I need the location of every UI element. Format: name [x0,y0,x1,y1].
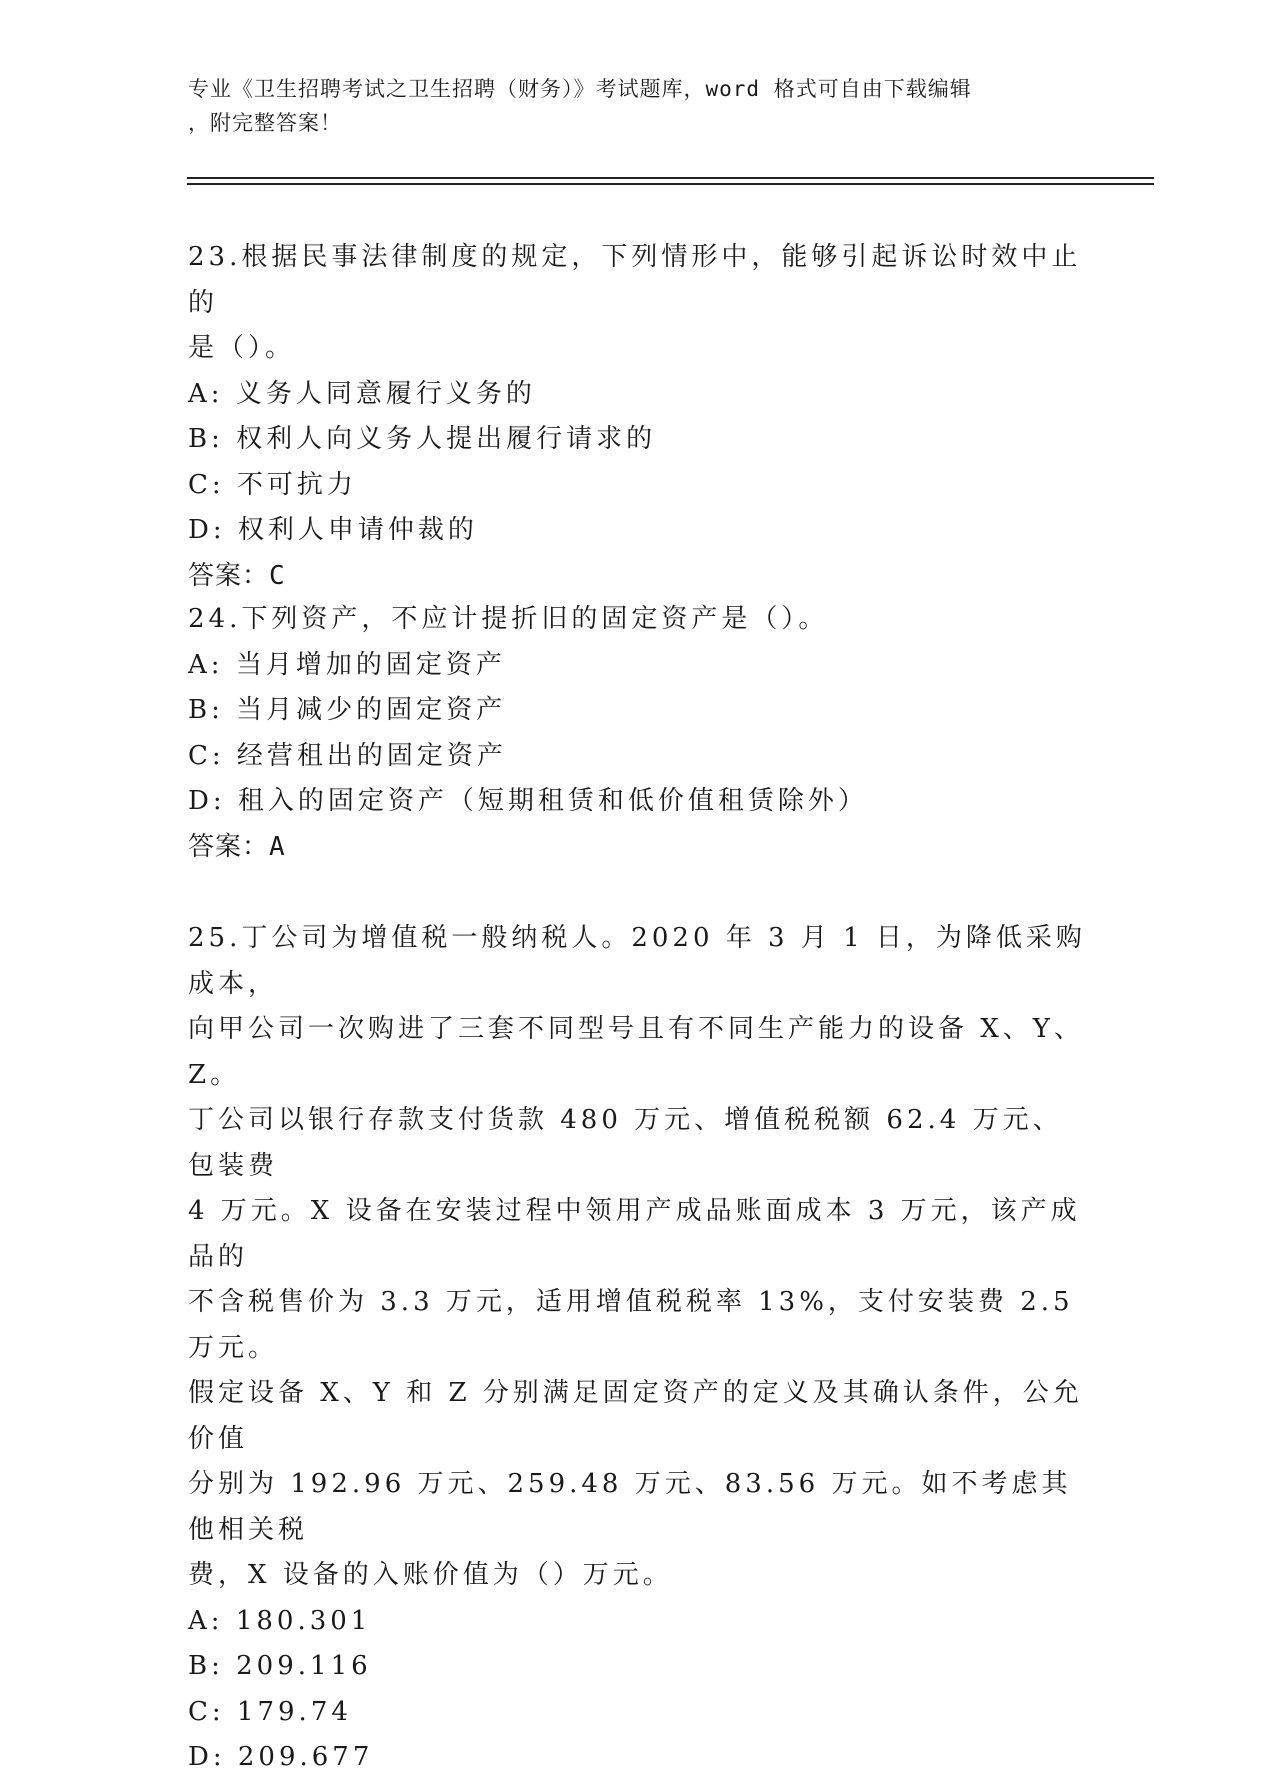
option-text: 当月增加的固定资产 [235,649,506,680]
answer: 答案：A [188,831,286,862]
question-23 [188,235,1088,599]
answer: 答案：C [188,560,286,591]
question-stem-line: 23.根据民事法律制度的规定，下列情形中，能够引起诉讼时效中止的 [188,242,1082,318]
option-a [188,1599,1088,1645]
header-line-1: 专业《卫生招聘考试之卫生招聘（财务）》考试题库，word 格式可自由下载编辑 [188,77,972,101]
question-25 [188,916,1088,1781]
option-text: 权利人向义务人提出履行请求的 [236,424,657,454]
header-divider-bottom [187,183,1154,185]
option-key: D: [188,1742,226,1772]
option-b [188,688,1088,734]
option-key: D: [188,786,226,816]
option-d [188,1735,1088,1781]
question-stem-line: 不含税售价为 3.3 万元，适用增值税税率 13%，支付安装费 2.5 万元。 [188,1287,1074,1363]
option-a [188,643,1088,689]
option-d [188,779,1088,825]
option-key: A: [188,378,224,409]
option-key: D: [188,515,226,545]
option-a [188,372,1088,418]
option-text: 权利人申请仲裁的 [237,515,478,545]
option-d [188,508,1088,554]
option-key: B: [188,424,224,454]
option-b [188,1644,1088,1690]
option-c [188,734,1088,780]
option-text: 179.74 [236,1696,352,1727]
option-c [188,463,1088,509]
option-text: 租入的固定资产（短期租赁和低价值租赁除外） [237,786,868,816]
question-stem-line: 向甲公司一次购进了三套不同型号且有不同生产能力的设备 X、Y、Z。 [188,1014,1084,1090]
header-divider-top [187,177,1154,179]
question-stem-line: 丁公司以银行存款支付货款 480 万元、增值税税额 62.4 万元、包装费 [188,1105,1063,1181]
option-key: A: [188,649,224,680]
option-key: B: [188,695,224,725]
option-text: 经营租出的固定资产 [236,740,507,771]
question-stem-line: 假定设备 X、Y 和 Z 分别满足固定资产的定义及其确认条件，公允价值 [188,1378,1083,1454]
header-line-2: ，附完整答案！ [188,111,342,135]
question-stem-line: 24.下列资产，不应计提折旧的固定资产是（）。 [188,604,829,634]
option-b [188,417,1088,463]
option-text: 义务人同意履行义务的 [235,378,536,409]
option-c [188,1690,1088,1736]
question-stem-line: 费，X 设备的入账价值为（）万元。 [188,1560,673,1590]
option-key: C: [188,1696,225,1727]
document-header [188,72,1068,140]
option-key: B: [188,1651,224,1681]
option-text: 209.116 [236,1651,372,1681]
option-key: A: [188,1605,224,1636]
question-24 [188,597,1088,870]
question-stem-line: 分别为 192.96 万元、259.48 万元、83.56 万元。如不考虑其他相关税 [188,1469,1072,1545]
option-text: 不可抗力 [236,469,357,500]
question-stem-line: 4 万元。X 设备在安装过程中领用产成品账面成本 3 万元，该产成品的 [188,1196,1081,1272]
option-text: 209.677 [237,1742,374,1772]
option-text: 当月减少的固定资产 [236,695,507,725]
option-text: 180.301 [235,1605,372,1636]
option-key: C: [188,469,225,500]
question-stem-line: 25.丁公司为增值税一般纳税人。2020 年 3 月 1 日，为降低采购成本， [188,923,1086,999]
question-stem-line: 是（）。 [188,333,296,363]
option-key: C: [188,740,225,771]
